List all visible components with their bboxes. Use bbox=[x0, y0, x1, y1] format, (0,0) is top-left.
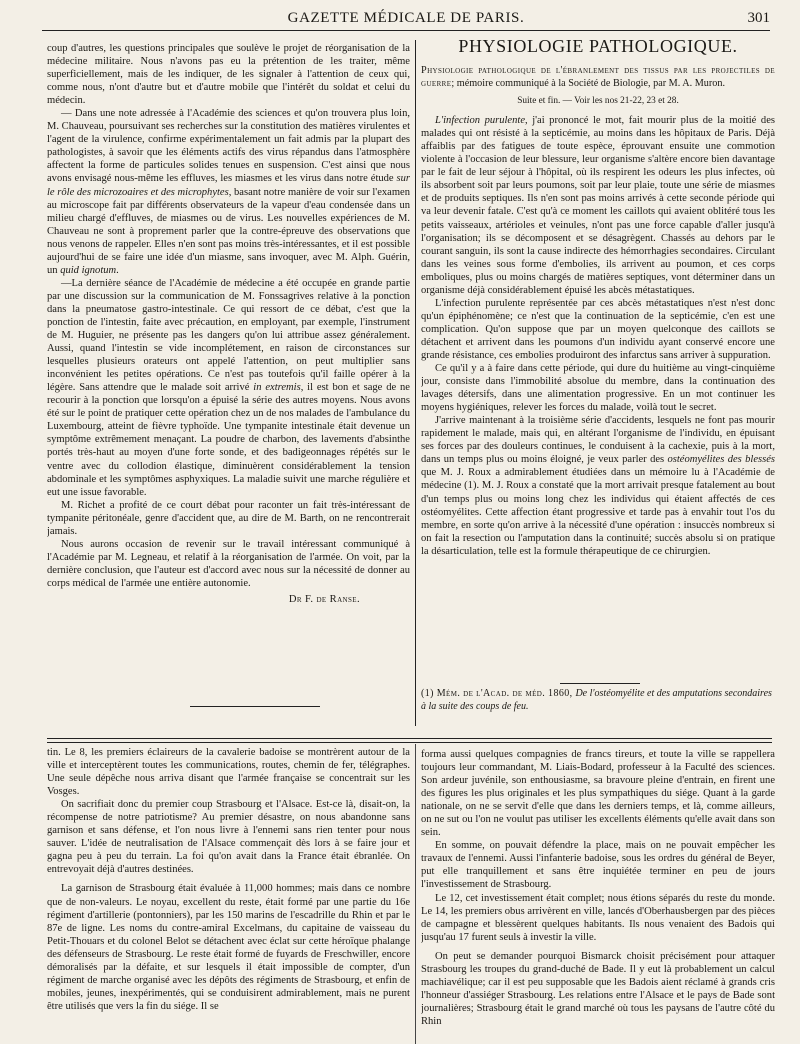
paragraph-infection bbox=[421, 114, 775, 297]
footnote-italic: De l'ostéomyélite et des amputations secondaires à la suite des coups de feu. bbox=[421, 688, 772, 712]
paragraph: La garnison de Strasbourg était évaluée à 11,000 hommes; mais dans ce nombre que de non-valeurs. Le noyau, excellent du reste, était formé par une partie du 16e régiment d'artillerie (pontonniers), par les 150 marins de l'escadrille du Rhin et par le 87e de ligne. Les noms du contre-amiral Excelmans, du capitaine de vaisseau du Petit-Thouars et du colonel Belot se détachent avec éclat sur cette héroïque phalange des défenseurs de Strasbourg. Le reste était formé de fuyards de Freschwiller, encore démoralisés par la défaite, et sur lesquels il était impossible de compter, d'un régiment de marche organisé avec les dépôts des régiments de Strasbourg, et enfin de mobiles, jeunes, inexpérimentés, qui se conduisirent admirablement, mais ne purent être utilisés que vers la fin du siége. Il se bbox=[47, 883, 410, 1012]
column-top-left bbox=[47, 42, 410, 710]
text-run: . bbox=[116, 264, 119, 276]
text-run: que M. J. Roux a admirablement étudiées dans un mémoire lu à l'Académie de médecine (1). M. J. Roux a constaté que la mort arrivait presque fatalement au bout d'un temps plus ou moins long chez les individus qui étaient affectés de ces ostéomyélites. Cette affection étant progressive et tarde pas à envahir tout l'os du membre, en sorte qu'on arrive à la nécessité d'une opération : insuccès nombreux si on fait la resection ou l'amputation dans la continuité; succès absolu si on pratique la désarticulation, telle est la formule thérapeutique de ce chirurgien. bbox=[421, 467, 775, 557]
italic-run: L'infection purulente bbox=[435, 115, 525, 127]
paragraph-epiphenomene: L'infection purulente représentée par ces abcès métastatiques n'est n'est donc qu'un épiphénomène; ce n'est que la continuation de la septicémie, c'en est une complication. Qu'on suppose que par un moyen quelconque des caillots se détachent et arrivent dans les poumons d'un individu ayant conservé encore une grande résistance, ces embolies produiront des infarctus sans arriver à suppuration. bbox=[421, 297, 775, 361]
column-divider-bottom bbox=[415, 744, 416, 1044]
paragraph: tin. Le 8, les premiers éclaireurs de la cavalerie badoise se montrèrent autour de la ville et interceptèrent toutes les communications, routes, chemin de fer, télégraphes. Une seule dépêche nous arriva disant que l'armée française se concentrait sur les Vosges. bbox=[47, 747, 410, 798]
paragraph: En somme, on pouvait défendre la place, mais on ne pouvait empêcher les travaux de l'ennemi. Aussi l'infanterie badoise, sous les ordres du général de Beyer, put elle tranquillement et sans être inquiétée terminer en peu de jours l'investissement de Strasbourg. bbox=[421, 840, 775, 891]
italic-run: sur le rôle des microzoaires et des microphytes bbox=[47, 173, 410, 198]
article-title-text: Physiologie pathologique de l'ébranlement des tissus par les projectiles de guerre bbox=[421, 65, 775, 90]
text-run: — Dans une note adressée à l'Académie des sciences et qu'on trouvera plus loin, M. Chauveau, poursuivant ses recherches sur la constitution des matières virulentes et l'agent de la virulence, confirme expérimentalement un fait admis par la plupart des pathologistes, à savoir que les éléments actifs des virus répandus dans l'atmosphère affectent la forme de particules solides tenues en suspension. C'est ainsi que nous avons envisagé nous-même les effluves, les miasmes et les virus dans notre étude bbox=[47, 108, 410, 185]
paragraph: On peut se demander pourquoi Bismarck choisit précisément pour attaquer Strasbourg les troupes du grand-duché de Bade. Il y eut là probablement un calcul machiavélique; car il est peu supposable que les Badois aient réclamé à grands cris l'honneur d'assiéger Strasbourg. Les relations entre l'Alsace et le pays de Bade sont journalières; Strasbourg était le grand marché où tous les paysans de l'autre côté du Rhin bbox=[421, 950, 775, 1027]
journal-title: GAZETTE MÉDICALE DE PARIS. bbox=[287, 10, 525, 26]
section-heading-wrap bbox=[421, 36, 775, 57]
paragraph: coup d'autres, les questions principales que soulève le projet de réorganisation de la médecine militaire. Nous n'avons pas eu la prétention de les traiter, même superficiellement, mais de les indiquer, de les signaler à l'attention de ceux qui, comme nous, n'ont d'autre but et d'autre mobile que l'intérêt du soldat et celui du médecin. bbox=[47, 43, 410, 107]
section-heading: PHYSIOLOGIE PATHOLOGIQUE. bbox=[458, 36, 738, 56]
signature: Dr F. de Ranse. bbox=[288, 593, 360, 605]
paragraph: Le 12, cet investissement était complet; nous étions séparés du reste du monde. Le 14, les premiers obus arrivèrent en ville, lancés d'Oberhausbergen par des pièces de campagne et blessèrent quelques habitants. Ils nous venaient des Badois qui jusqu'au 17 furent seuls à investir la ville. bbox=[421, 892, 775, 943]
page-number: 301 bbox=[747, 10, 770, 26]
text-run: —La dernière séance de l'Académie de médecine a été occupée en grande partie par une discussion sur la communication de M. Fonssagrives relative à la ponction dans la pneumatose gastro-intestinale. Ce qui ressort de ce débat, c'est que la ponction de l'intestin, faite avec précaution, en employant, par exemple, l'instrument de M. Huguier, ne présente pas les dangers qu'on lui attribue assez généralement. Aussi, quand l'intestin se vide incomplétement, en raison de circonstances sur lesquelles plusieurs orateurs ont appelé l'attention, on peut multiplier sans inconvénient les petites opérations. Ce n'est pas toutefois qu'il faille opérer à la légère. Sans attendre que le malade soit arrivé bbox=[47, 277, 410, 394]
italic-run: quid ignotum bbox=[60, 264, 117, 276]
paragraph-chauveau bbox=[47, 107, 410, 277]
article-byline: ; mémoire communiqué à la Société de Biologie, par M. A. Muron. bbox=[451, 78, 725, 90]
text-run: , j'ai prononcé le mot, fait mourir plus de la moitié des malades qui ont résisté à la septicémie, au moins dans les hôpitaux de Paris. Déjà affaiblis par des fatigues de toute espèce, éprouvant ensuite une commotion violente à l'occasion de leur blessure, leur organisme s'altère encore bien davantage par le fait de leur séjour à l'hôpital, où ils respirent les odeurs les plus infectes, où ils absorbent soit par leurs poumons, soit par leur plaie, toute une série de miasmes et de produits septiques. Ils n'en sont pas moins arrivés à cette seconde période qui va leur devenir fatale. C'est qu'à ce moment les caillots qui avaient oblitéré tous les petits vaisseaux, artérioles et veinules, n'ont pas une force capable d'aller jusqu'à l'organisation; ils se décomposent et se désagrègent. Chassés au dehors par le courant sanguin, ils sont la cause indirecte des hémorrhagies secondaires. Circulant dans les veines sous forme d'embolies, ils arrivent au poumon, et ces corps emboliques, plus ou moins chargés de matières septiques, vont déterminer dans un organisme déjà considérablement épuisé les abcès métastatiques. bbox=[421, 115, 775, 296]
signature-rule bbox=[190, 706, 320, 707]
section-rule bbox=[47, 738, 772, 743]
column-divider-top bbox=[415, 40, 416, 726]
text-run: J'arrive maintenant à la troisième série d'accidents, lesquels ne font pas mourir rapidement le malade, mais qui, en altérant l'organisme de l'individu, en épuisant ses forces par des douleurs continues, le conduisent à la cachexie, puis à la mort, dans un temps plus ou moins éloigné, je veux parler des bbox=[421, 415, 775, 466]
suite-note: Suite et fin. — Voir les nos 21-22, 23 et 28. bbox=[517, 96, 679, 107]
column-bottom-left bbox=[47, 746, 410, 1044]
paragraph: forma aussi quelques compagnies de francs tireurs, et toute la ville se rappellera toujours leur commandant, M. Liais-Bodard, professeur à la Faculté des sciences. Son ardeur juvénile, son enthousiasme, sa bravoure pleine d'entrain, en firent une des figures les plus originales et les plus sympathiques du siége. Quant à la garde nationale, on ne se servit d'elle que dans les derniers temps, et là, comme ailleurs, on ne sut ou l'on ne voulut pas utiliser les excellents éléments qu'elle avait dans son sein. bbox=[421, 749, 775, 839]
paragraph-osteomyelites bbox=[421, 414, 775, 558]
paragraph-periode: Ce qu'il y a à faire dans cette période, qui dure du huitième au vingt-cinquième jour, consiste dans l'immobilité absolue du membre, dans la continuation des lavages détersifs, dans une alimentation progressive. En un mot continuer les moyens hygiéniques, relever les forces du malade, voilà tout le secret. bbox=[421, 363, 775, 414]
article-title bbox=[421, 64, 775, 90]
page-header bbox=[42, 8, 770, 31]
column-top-right bbox=[421, 64, 775, 680]
footnote bbox=[421, 688, 775, 713]
paragraph-richet: M. Richet a profité de ce court débat pour raconter un fait très-intéressant de tympanite péritonéale, genre d'accident que, au dire de M. Barth, on ne rencontrerait jamais. bbox=[47, 499, 410, 537]
paragraph-academie bbox=[47, 277, 410, 499]
italic-run: ostéomyélites des blessés bbox=[667, 454, 775, 466]
footnote-ref: (1) Mém. de l'Acad. de méd. 1860, bbox=[421, 688, 576, 699]
footnote-rule bbox=[560, 683, 640, 684]
italic-run: in extremis bbox=[253, 382, 301, 394]
paragraph: On sacrifiait donc du premier coup Strasbourg et l'Alsace. Est-ce là, disait-on, la récompense de notre patriotisme? Au premier désastre, on nous abandonne sans garnison et sans défense, et l'on nous livre à l'ennemi sans rien tenter pour nous sauver. L'idée de neutralisation de l'Alsace commençait dès lors à se faire jour et gagna peu à peu du terrain. La foi qu'on avait dans la France était ébranlée. On entrevoyait déjà d'autres destinées. bbox=[47, 799, 410, 876]
text-run: , basant notre manière de voir sur l'examen au microscope fait par différents observateurs de la vapeur d'eau condensée dans un milieu chargé d'effluves, de miasmes ou de virus. Les nouvelles expériences de M. Chauveau ne sont à proprement parler que la contre-épreuve des observations que nous venons de rappeler. Elles n'en sont pas moins très-intéressantes, et il est possible aujourd'hui de se faire une idée d'un miasme, sans invoquer, avec M. Alph. Guérin, un bbox=[47, 186, 410, 276]
paragraph-legneau: Nous aurons occasion de revenir sur le travail intéressant communiqué à l'Académie par M. Legneau, et relatif à la réorganisation de l'armée. On voit, par la dernière conclusion, que l'auteur est d'accord avec nous sur la nécessité de donner au corps médical de l'armée une entière autonomie. bbox=[47, 538, 410, 589]
column-bottom-right bbox=[421, 748, 775, 1044]
text-run: , il est bon et sage de ne recourir à la ponction que lorsqu'on a épuisé la série des autres moyens. Nous avons été sur le point de pratiquer cette opération chez un de nos malades de l'ambulance du Luxembourg, atteint de fièvre typhoïde. Une tympanite intestinale était devenue un symptôme extrêmement menaçant. La poudre de charbon, des lavements d'absinthe portés très-haut au moyen d'une forte sonde, et des badigeonnages répétés sur le ventre avec du collodion élastique, diminuèrent considérablement la tension abdominale et les symptômes asphyxiques. La maladie suivit une marche régulière et eut une issue favorable. bbox=[47, 382, 410, 498]
